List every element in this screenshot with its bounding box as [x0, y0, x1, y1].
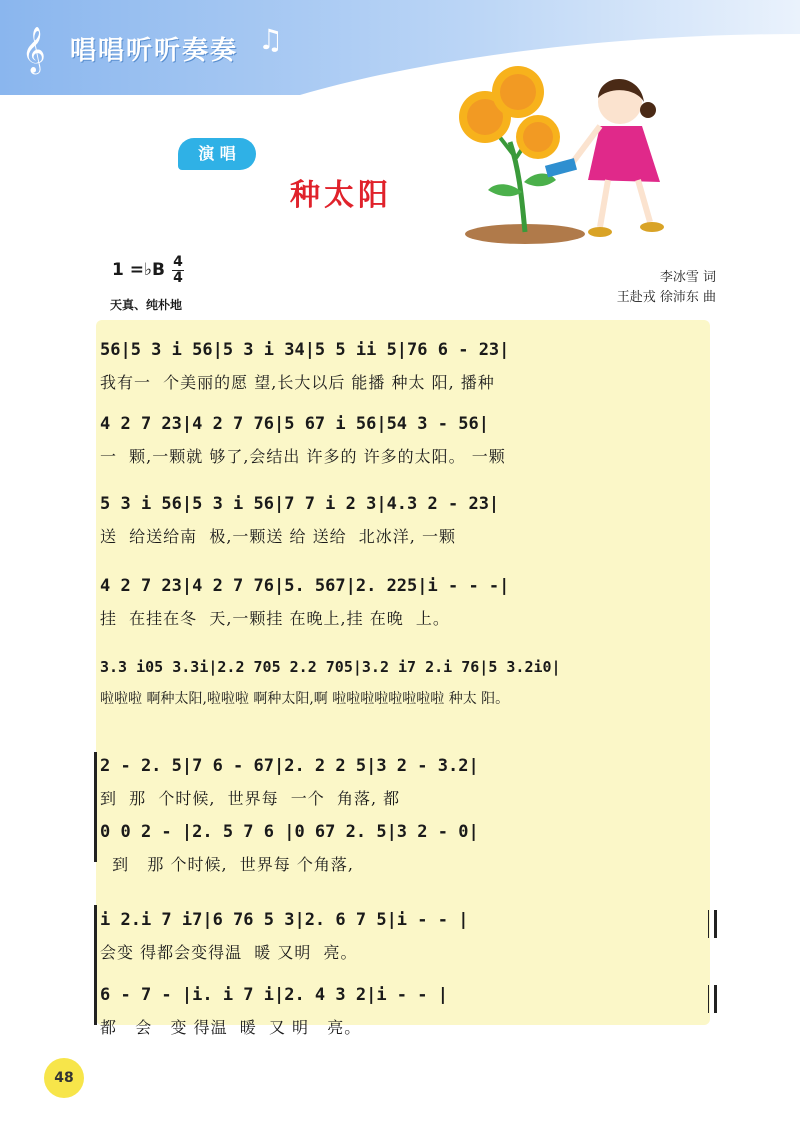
time-signature-top: 4 [173, 254, 183, 270]
music-notes-icon: ♫ [258, 23, 284, 56]
notation-line: i 2.i 7 i7|6 76 5 3|2. 6 7 5|i - - | [100, 910, 469, 930]
lyrics-line: 一 颗,一颗就 够了,会结出 许多的 许多的太阳。 一颗 [100, 447, 506, 466]
page-number: 48 [44, 1058, 84, 1098]
treble-clef-icon: 𝄞 [22, 27, 46, 73]
notation-line: 0 0 2 - |2. 5 7 6 |0 67 2. 5|3 2 - 0| [100, 822, 479, 842]
composer-credit: 王赴戎 徐沛东 曲 [616, 290, 716, 305]
lyrics-line: 都 会 变 得温 暖 又 明 亮。 [100, 1018, 362, 1037]
notation-line: 4 2 7 23|4 2 7 76|5 67 i 56|54 3 - 56| [100, 414, 489, 434]
section-title: 唱唱听听奏奏 [70, 36, 239, 66]
notation-line: 5 3 i 56|5 3 i 56|7 7 i 2 3|4.3 2 - 23| [100, 494, 500, 514]
sunflower-right [516, 115, 560, 159]
sunflower-top [492, 66, 544, 118]
lyricist-credit: 李冰雪 词 [659, 270, 716, 285]
expression-marking: 天真、纯朴地 [110, 298, 183, 312]
notation-line: 4 2 7 23|4 2 7 76|5. 567|2. 225|i - - -| [100, 576, 510, 596]
lyrics-line: 我有一 个美丽的愿 望,长大以后 能播 种太 阳, 播种 [100, 373, 495, 392]
key-signature: 1 =♭B [112, 260, 165, 280]
sunflower-girl-illustration [450, 62, 680, 252]
lyrics-line: 挂 在挂在冬 天,一颗挂 在晚上,挂 在晚 上。 [100, 609, 450, 628]
song-title: 种太阳 [290, 178, 392, 213]
notation-line: 56|5 3 i 56|5 3 i 34|5 5 ii 5|76 6 - 23| [100, 340, 510, 360]
time-signature-bottom: 4 [173, 270, 183, 286]
sing-tag: 演 唱 [178, 138, 256, 170]
notation-line: 3.3 i05 3.3i|2.2 705 2.2 705|3.2 i7 2.i 76|5 3.2i0| [100, 658, 561, 676]
girl-figure [545, 79, 664, 237]
header-banner [0, 0, 800, 100]
lyrics-line: 送 给送给南 极,一颗送 给 送给 北冰洋, 一颗 [100, 527, 456, 546]
lyrics-line: 到 那 个时候, 世界每 个角落, [100, 855, 354, 874]
lyrics-line: 啦啦啦 啊种太阳,啦啦啦 啊种太阳,啊 啦啦啦啦啦啦啦啦 种太 阳。 [100, 691, 510, 707]
lyrics-line: 到 那 个时候, 世界每 一个 角落, 都 [100, 789, 401, 808]
lyrics-line: 会变 得都会变得温 暖 又明 亮。 [100, 943, 358, 962]
notation-line: 2 - 2. 5|7 6 - 67|2. 2 2 5|3 2 - 3.2| [100, 756, 479, 776]
time-signature [172, 255, 184, 286]
notation-line: 6 - 7 - |i. i 7 i|2. 4 3 2|i - - | [100, 985, 448, 1005]
